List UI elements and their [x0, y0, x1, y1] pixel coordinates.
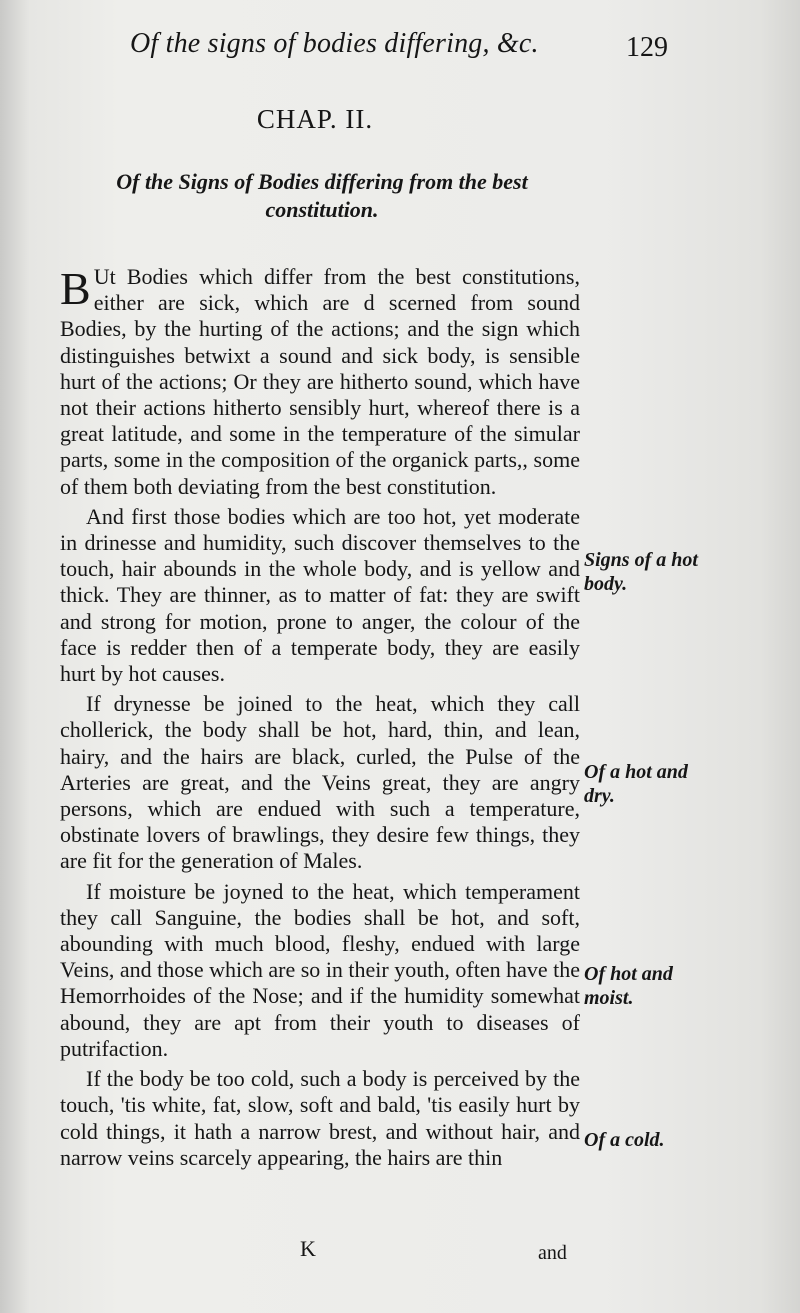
body-text	[60, 264, 580, 1175]
signature-mark: K	[300, 1236, 316, 1261]
chapter-title: Of the Signs of Bodies differing from the best constitution.	[116, 169, 528, 222]
margin-note: Of a hot and dry.	[584, 761, 688, 807]
paragraph: And first those bodies which are too hot, yet moderate in drinesse and humidity, such discover themselves to the touch, hair abounds in the whole body, and is yellow and thick. They are thinner, as to matter of fat: they are swift and strong for motion, prone to anger, the colour of the face is redder then of a temperate body, they are easily hurt by hot causes.	[60, 503, 580, 687]
chapter-label: CHAP. II.	[256, 104, 374, 134]
drop-cap: B	[60, 263, 91, 314]
margin-note: Of a cold.	[584, 1129, 665, 1151]
paragraph: If the body be too cold, such a body is perceived by the touch, 'tis white, fat, slow, soft and bald, 'tis easily hurt by cold things, it hath a narrow brest, and without hair, and narrow veins scarcely appearing, the hairs are thin	[60, 1066, 580, 1170]
margin-note: Signs of a hot body.	[584, 549, 698, 595]
catchword: and	[538, 1242, 567, 1264]
margin-note: Of hot and moist.	[584, 963, 673, 1009]
paragraph: If drynesse be joined to the heat, which they call chollerick, the body shall be hot, hard, thin, and lean, hairy, and the hairs are black, curled, the Pulse of the Arteries are great, and the Veins great, they are angry persons, which are endued with such a temperature, obstinate lovers of brawlings, they desire few things, they are fit for the generation of Males.	[60, 691, 580, 874]
paragraph	[60, 264, 580, 500]
paragraph: If moisture be joyned to the heat, which temperament they call Sanguine, the bodies shall be hot, and soft, abounding with much blood, fleshy, endued with large Veins, and those which are so in their youth, often have the Hemorrhoides of the Nose; and if the humidity somewhat abound, they are apt from their youth to diseases of putrifaction.	[60, 878, 580, 1061]
page-number: 129	[626, 32, 668, 63]
running-head: Of the signs of bodies differing, &c.	[130, 28, 539, 59]
paragraph-text: Ut Bodies which differ from the best constitutions, either are sick, which are d scerned from sound Bodies, by the hurting of the actions; and the sign which distinguishes betwixt a sound and sick body, is sensible hurt of the actions; Or they are hitherto sound, which have not their actions hitherto sensibly hurt, whereof there is a great latitude, and some in the temperature of the simular parts, some in the composition of the organick parts,, some of them both deviating from the best constitution.	[60, 264, 580, 499]
